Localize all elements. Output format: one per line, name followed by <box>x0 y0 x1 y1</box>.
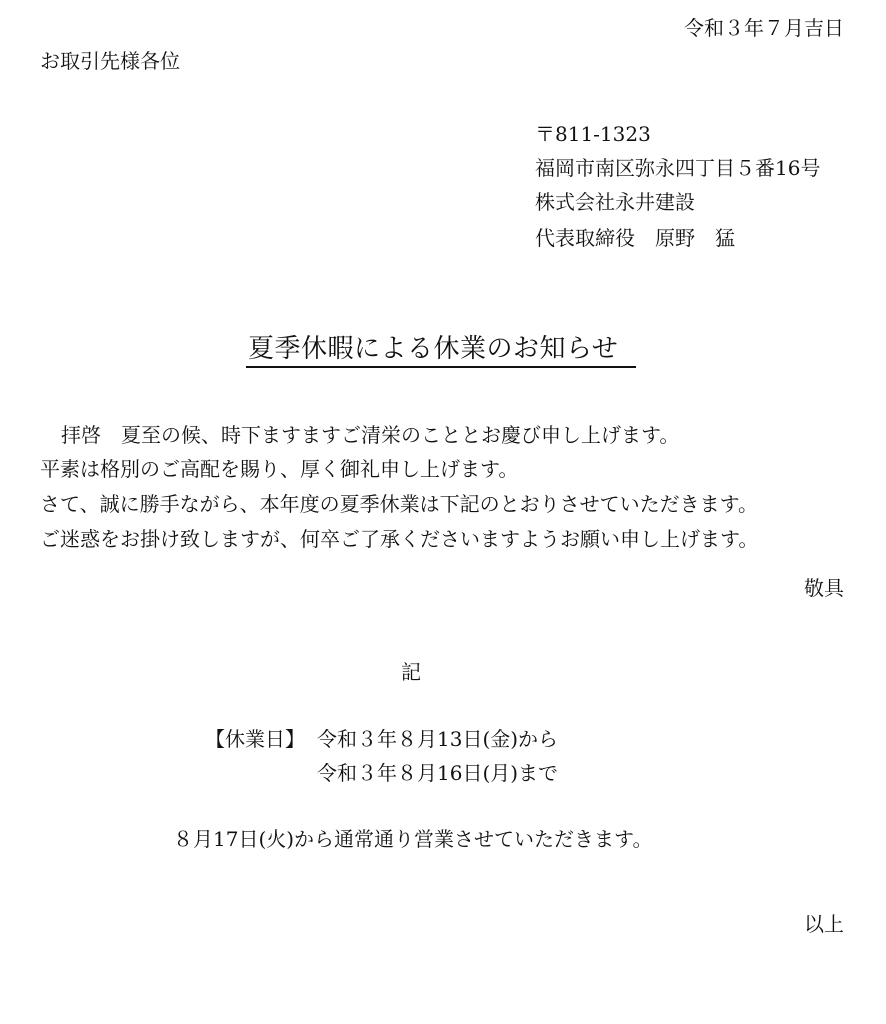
issue-date: 令和３年７月吉日 <box>684 16 844 40</box>
notice-title: 夏季休暇による休業のお知らせ <box>248 334 619 364</box>
closing-keigu: 敬具 <box>804 576 844 600</box>
sender-representative: 代表取締役 原野 猛 <box>535 226 735 250</box>
body-line-2: 平素は格別のご高配を賜り、厚く御礼申し上げます。 <box>40 457 519 481</box>
ki-heading: 記 <box>401 660 421 684</box>
body-line-3: さて、誠に勝手ながら、本年度の夏季休業は下記のとおりさせていただきます。 <box>40 492 758 516</box>
holiday-start: 令和３年８月13日(金)から <box>317 727 559 751</box>
title-underline <box>246 366 636 368</box>
resume-notice: ８月17日(火)から通常通り営業させていただきます。 <box>173 827 653 851</box>
sender-postal-code: 〒811-1323 <box>535 122 651 146</box>
holiday-label: 【休業日】 <box>205 727 305 751</box>
sender-company: 株式会社永井建設 <box>535 190 695 214</box>
recipient-line: お取引先様各位 <box>40 49 180 73</box>
body-line-4: ご迷惑をお掛け致しますが、何卒ご了承くださいますようお願い申し上げます。 <box>40 527 759 551</box>
sender-address: 福岡市南区弥永四丁目５番16号 <box>535 156 821 180</box>
closing-ijou: 以上 <box>804 912 844 936</box>
holiday-end: 令和３年８月16日(月)まで <box>317 761 559 785</box>
body-line-1: 拝啓 夏至の候、時下ますますご清栄のこととお慶び申し上げます。 <box>61 423 680 447</box>
